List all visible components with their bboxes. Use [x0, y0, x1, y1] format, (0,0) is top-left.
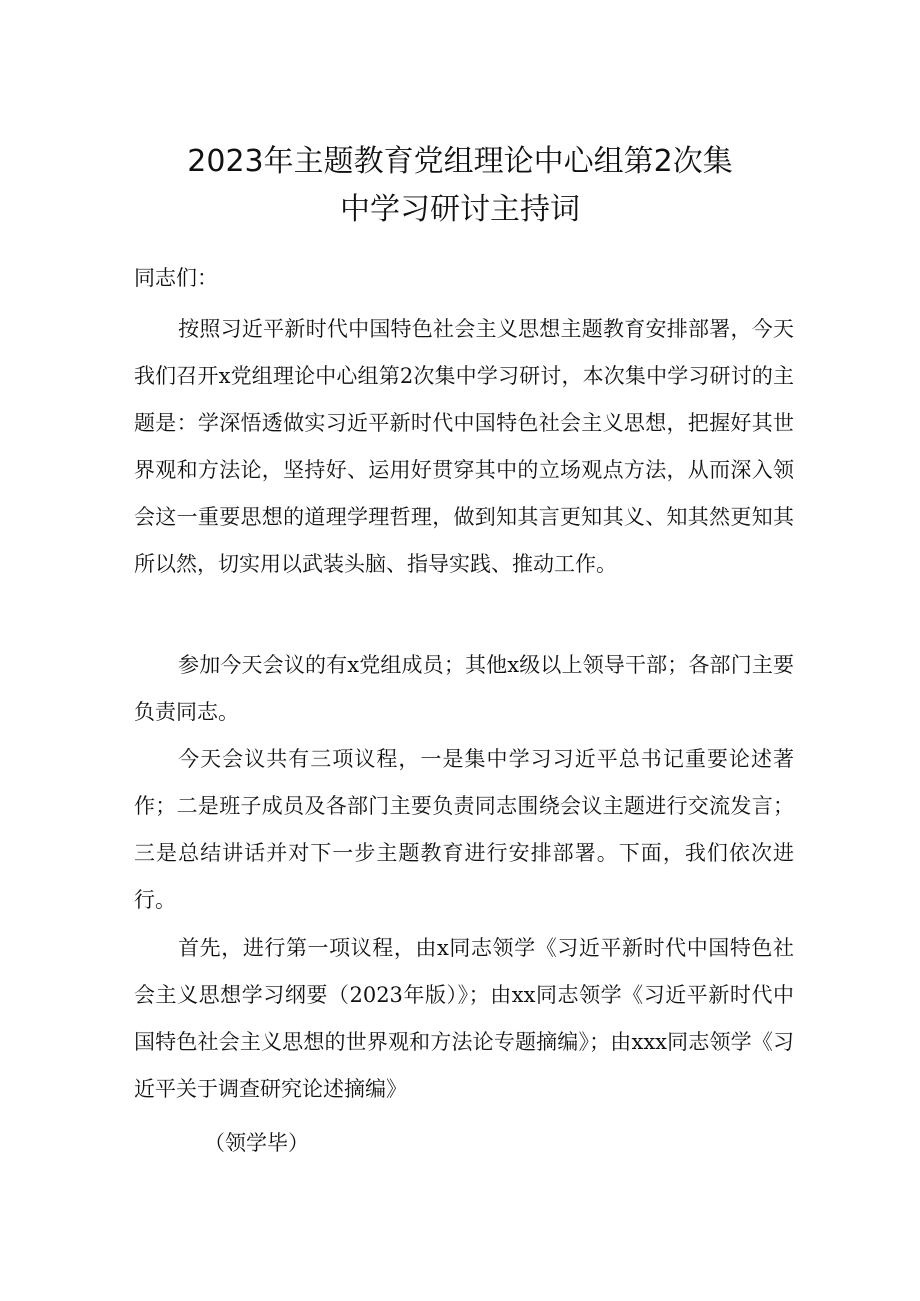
- document-title-line-1: 2023年主题教育党组理论中心组第2次集: [187, 144, 733, 179]
- paragraph-intro: 按照习近平新时代中国特色社会主义思想主题教育安排部署，今天我们召开x党组理论中心组第2次集中学习研讨，本次集中学习研讨的主题是：学深悟透做实习近平新时代中国特色社会主义思想，把握好其世界观和方法论，坚持好、运用好贯穿其中的立场观点方法，从而深入领会这一重要思想的道理学理哲理，做到知其言更知其义、知其然更知其所以然，切实用以武装头脑、指导实践、推动工作。: [134, 317, 794, 576]
- paragraph-agenda: 今天会议共有三项议程，一是集中学习习近平总书记重要论述著作；二是班子成员及各部门主要负责同志围绕会议主题进行交流发言；三是总结讲话并对下一步主题教育进行安排部署。下面，我们依次进行。: [134, 747, 794, 912]
- document-title-line-2: 中学习研讨主持词: [340, 192, 580, 227]
- paragraph-attendees: 参加今天会议的有x党组成员；其他x级以上领导干部；各部门主要负责同志。: [134, 653, 794, 724]
- greeting: 同志们：: [134, 266, 218, 290]
- closing-note: （领学毕）: [204, 1131, 309, 1155]
- paragraph-first-item: 首先，进行第一项议程，由x同志领学《习近平新时代中国特色社会主义思想学习纲要（2023年版）》；由xx同志领学《习近平新时代中国特色社会主义思想的世界观和方法论专题摘编》；由xxx同志领学《习近平关于调查研究论述摘编》: [134, 936, 794, 1101]
